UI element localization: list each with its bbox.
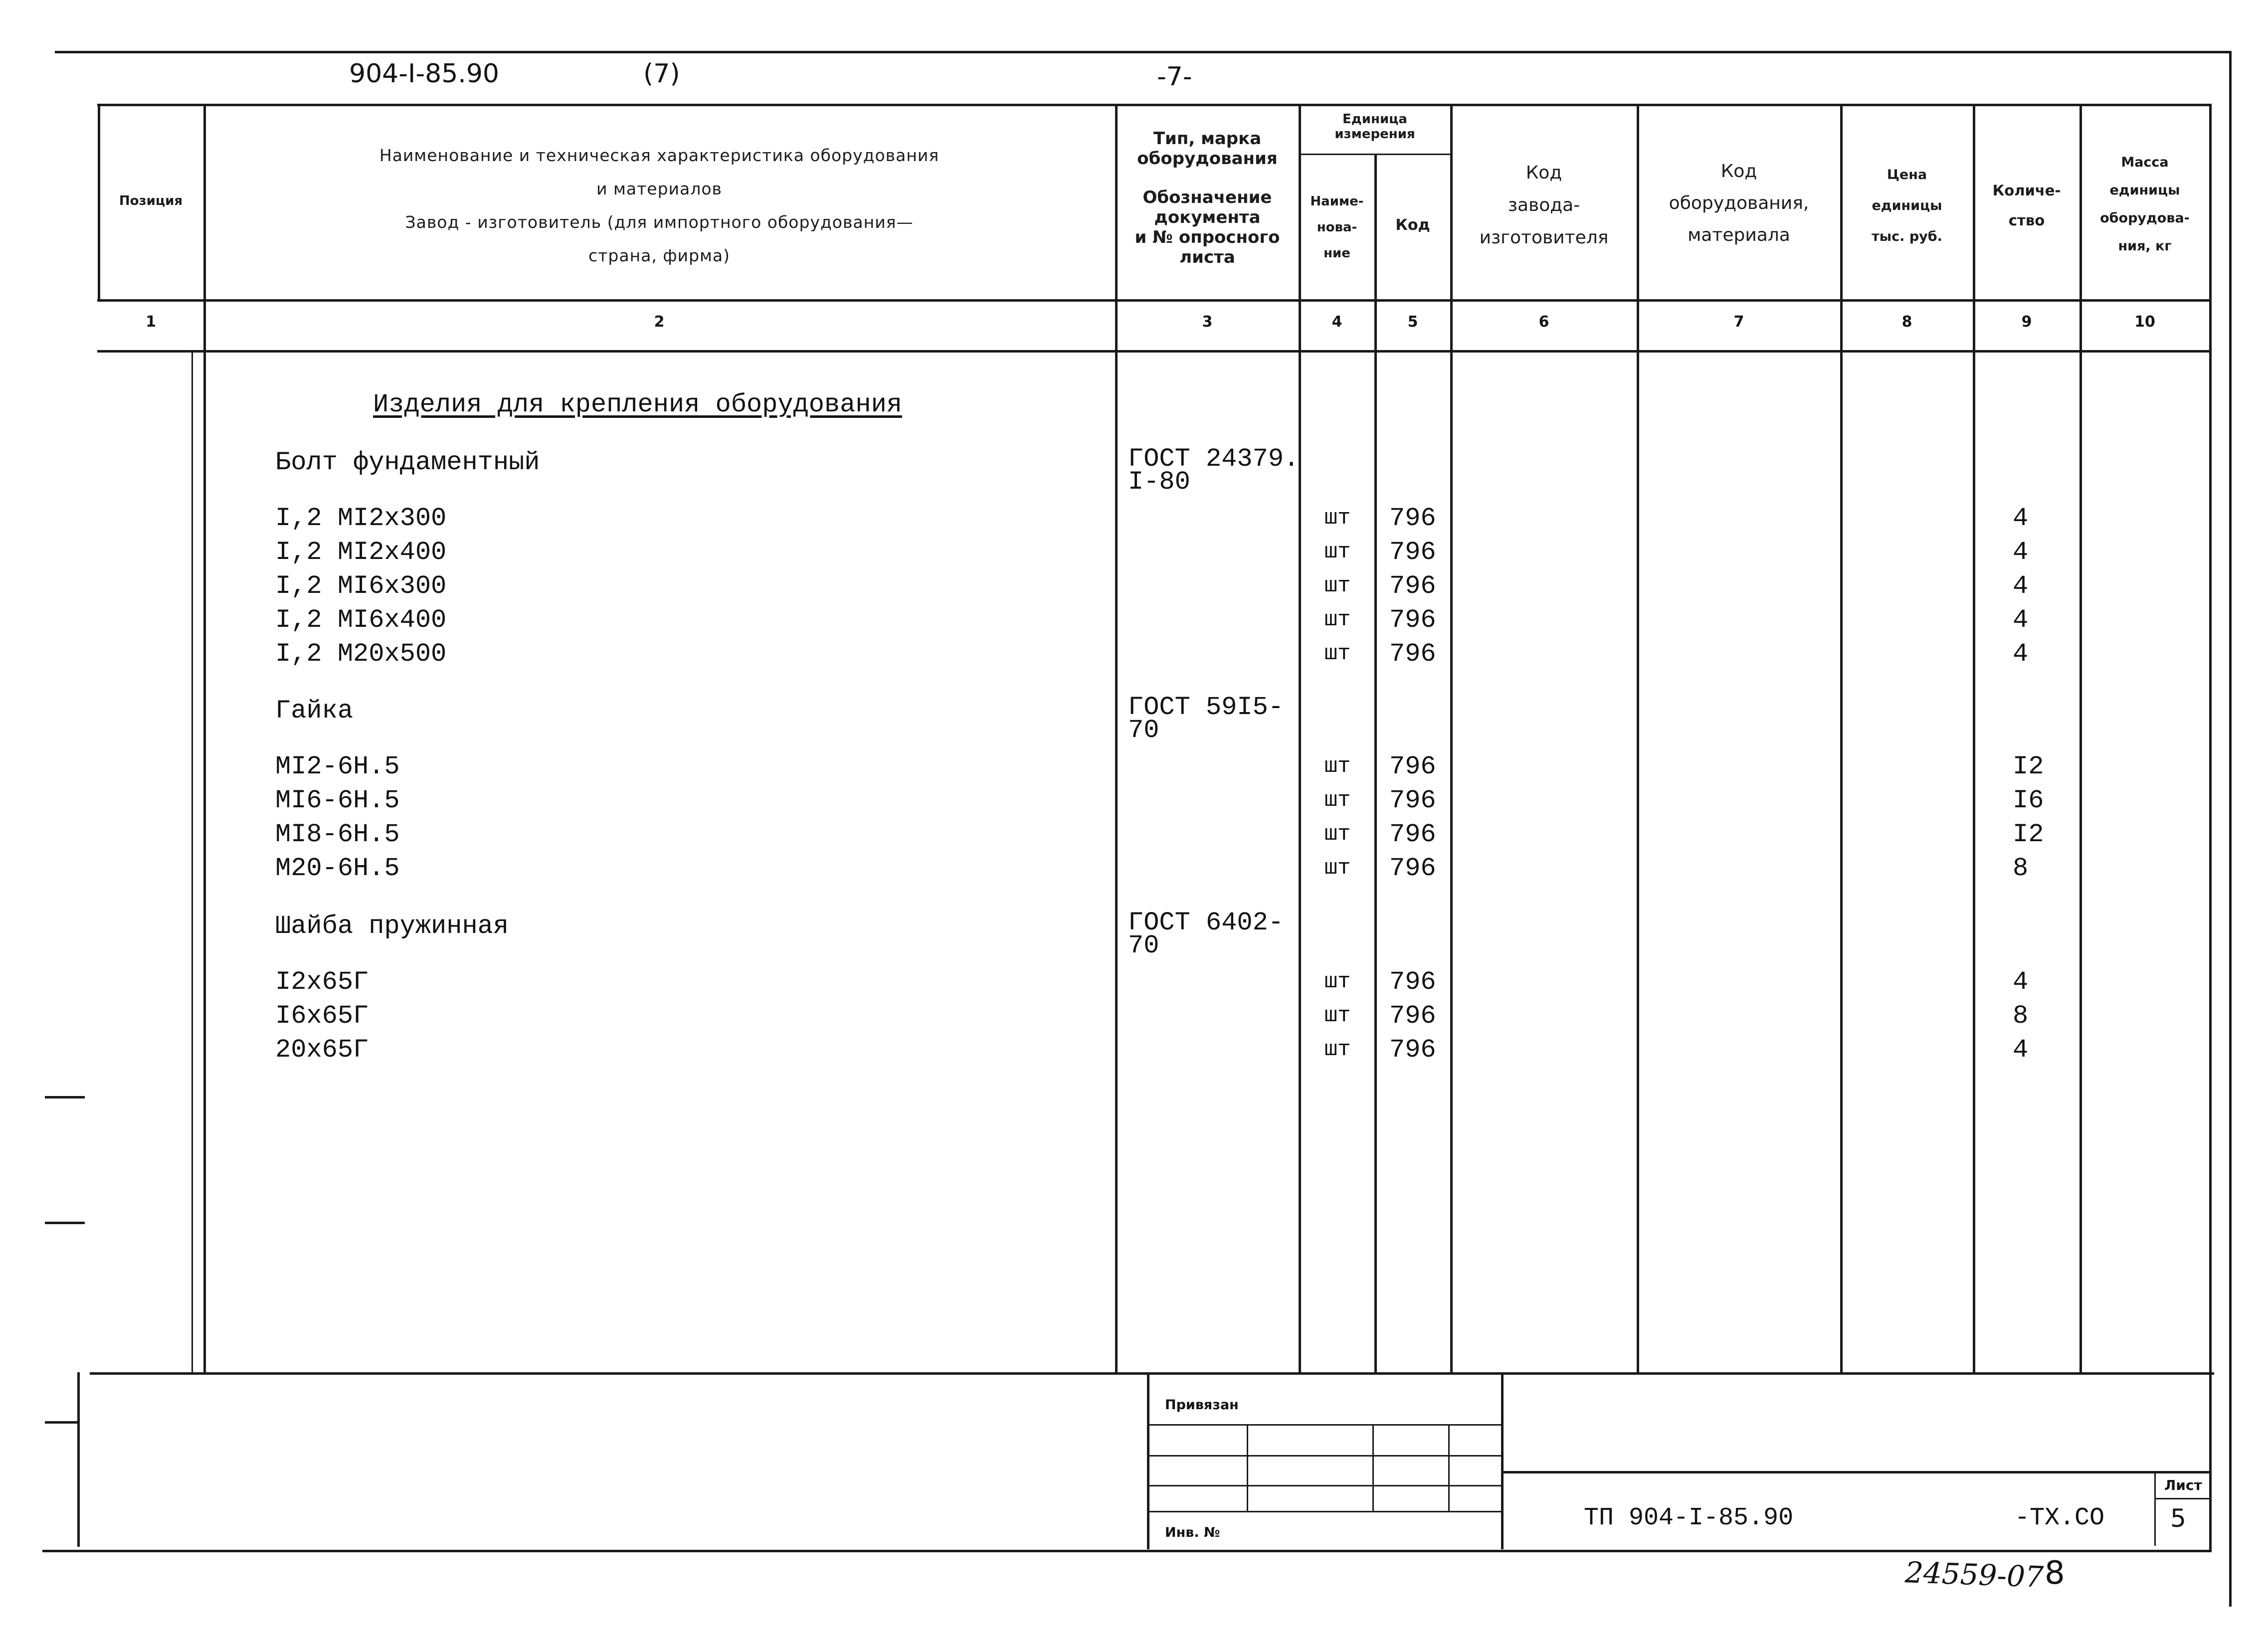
- item-qty: I6: [2013, 786, 2044, 815]
- stamp-row-line-4: [1147, 1511, 1502, 1512]
- item-code: 796: [1389, 1001, 1436, 1031]
- item-unit: шт: [1324, 641, 1351, 666]
- item-unit: шт: [1324, 856, 1351, 881]
- item-unit: шт: [1324, 1003, 1351, 1028]
- col-number-5: 5: [1407, 313, 1418, 331]
- margin-tick-2: [45, 1222, 85, 1224]
- stamp-divider-line: [1501, 1372, 1504, 1549]
- col-number-6: 6: [1538, 313, 1549, 331]
- item-qty: 4: [2013, 571, 2029, 601]
- document-id: ТП 904-I-85.90: [1584, 1504, 1794, 1532]
- col-number-9: 9: [2021, 313, 2032, 331]
- item-name: I2x65Г: [275, 967, 369, 997]
- col-number-2: 2: [654, 313, 665, 331]
- item-code: 796: [1389, 967, 1436, 997]
- item-qty: 4: [2013, 1035, 2029, 1065]
- item-name: MI8-6H.5: [275, 820, 400, 849]
- sheet-bracket: (7): [643, 59, 680, 89]
- col-number-4: 4: [1331, 313, 1342, 331]
- col-line-3: [1299, 104, 1301, 1373]
- col1-title: Позиция: [119, 193, 183, 208]
- item-unit: шт: [1324, 969, 1351, 994]
- stamp-col-line-2: [1372, 1424, 1374, 1511]
- item-code: 796: [1389, 752, 1436, 781]
- col-number-10: 10: [2134, 313, 2155, 331]
- sheet-box-line: [2154, 1471, 2156, 1546]
- table-top-line: [97, 104, 2212, 106]
- item-name: I,2 MI2x300: [275, 504, 447, 533]
- col-1-body-line: [191, 350, 193, 1372]
- page-number: 8: [2045, 1555, 2065, 1592]
- item-qty: 8: [2013, 1001, 2029, 1031]
- item-code: 796: [1389, 786, 1436, 815]
- item-unit: шт: [1324, 607, 1351, 632]
- page-marker: -7-: [1157, 62, 1192, 92]
- item-qty: 4: [2013, 605, 2029, 635]
- group-name: Гайка: [275, 696, 354, 726]
- section-title: Изделия для крепления оборудования: [373, 390, 902, 419]
- item-unit: шт: [1324, 506, 1351, 531]
- stamp-title-top-line: [1501, 1471, 2212, 1473]
- sheet-label: Лист: [2164, 1477, 2202, 1493]
- item-unit: шт: [1324, 540, 1351, 564]
- unit-group-line: [1299, 154, 1450, 155]
- group-doc: ГОСТ 59I5- 70: [1128, 693, 1284, 745]
- stamp-bottom-line: [42, 1550, 2212, 1552]
- col-number-3: 3: [1202, 313, 1213, 331]
- col2-title: Наименование и техническая характеристика оборудования и материалов Завод - изготовитель (для импортного оборудования— страна, фирма): [379, 146, 940, 265]
- stamp-col-line-3: [1448, 1424, 1450, 1511]
- col3-title: Тип, марка оборудования Обозначение документа и № опросного листа: [1134, 129, 1280, 267]
- col-line-7: [1840, 104, 1843, 1373]
- item-name: 20x65Г: [275, 1035, 369, 1065]
- right-border-line: [2229, 51, 2232, 1607]
- item-qty: 4: [2013, 967, 2029, 997]
- item-code: 796: [1389, 504, 1436, 533]
- item-name: I,2 MI2x400: [275, 538, 447, 567]
- item-unit: шт: [1324, 788, 1351, 813]
- item-qty: 4: [2013, 639, 2029, 669]
- col-number-7: 7: [1733, 313, 1744, 331]
- item-unit: шт: [1324, 754, 1351, 779]
- left-border-line: [77, 1372, 80, 1547]
- item-name: I,2 M20x500: [275, 639, 447, 669]
- item-name: I,2 MI6x400: [275, 605, 447, 635]
- col5-title: Код: [1395, 216, 1430, 234]
- document-suffix: -ТХ.СО: [2015, 1504, 2105, 1532]
- margin-tick-3: [45, 1421, 80, 1424]
- item-code: 796: [1389, 605, 1436, 635]
- stamp-left-line: [1147, 1372, 1149, 1549]
- sheet-box-divider: [2154, 1498, 2210, 1499]
- item-qty: 4: [2013, 504, 2029, 533]
- col-line-4: [1374, 155, 1377, 1373]
- item-code: 796: [1389, 1035, 1436, 1065]
- col7-title: Код оборудования, материала: [1669, 161, 1809, 245]
- sheet-number: 5: [2170, 1504, 2186, 1533]
- col-line-2: [1115, 104, 1118, 1373]
- item-name: I6x65Г: [275, 1001, 369, 1031]
- item-code: 796: [1389, 854, 1436, 883]
- item-code: 796: [1389, 571, 1436, 601]
- item-name: MI6-6H.5: [275, 786, 400, 815]
- item-code: 796: [1389, 820, 1436, 849]
- group-name: Шайба пружинная: [275, 912, 509, 941]
- doc-code: 904-I-85.90: [349, 59, 499, 89]
- header-bottom-line: [97, 299, 2212, 302]
- col8-title: Цена единицы тыс. руб.: [1872, 167, 1942, 244]
- margin-tick-1: [45, 1096, 85, 1099]
- col4-title: Наиме- нова- ние: [1310, 194, 1364, 261]
- col-line-8: [1973, 104, 1975, 1373]
- item-name: I,2 MI6x300: [275, 571, 447, 601]
- item-unit: шт: [1324, 822, 1351, 847]
- item-name: M20-6H.5: [275, 854, 400, 883]
- col-line-6: [1637, 104, 1639, 1373]
- item-code: 796: [1389, 538, 1436, 567]
- archive-number: 24559-07: [1904, 1555, 2045, 1594]
- col-line-9: [2079, 104, 2082, 1373]
- col-number-8: 8: [1901, 313, 1912, 331]
- item-unit: шт: [1324, 1037, 1351, 1062]
- item-qty: I2: [2013, 820, 2044, 849]
- col6-title: Код завода- изготовителя: [1479, 163, 1609, 248]
- item-qty: I2: [2013, 752, 2044, 781]
- col-line-1: [203, 104, 206, 1373]
- col10-title: Масса единицы оборудова- ния, кг: [2100, 155, 2190, 254]
- col-line-10: [2209, 104, 2212, 1550]
- privyazan-label: Привязан: [1165, 1397, 1239, 1413]
- col-line-5: [1450, 104, 1453, 1373]
- top-border-line: [55, 51, 2232, 53]
- group-doc: ГОСТ 6402- 70: [1128, 908, 1284, 960]
- inv-no-label: Инв. №: [1165, 1525, 1220, 1540]
- group-name: Болт фундаментный: [275, 448, 540, 477]
- group-doc: ГОСТ 24379. I-80: [1128, 444, 1300, 497]
- unit-group-title: Единица измерения: [1334, 112, 1415, 142]
- stamp-col-line-1: [1247, 1424, 1248, 1511]
- item-name: MI2-6H.5: [275, 752, 400, 781]
- numrow-bottom-line: [97, 350, 2212, 353]
- item-qty: 4: [2013, 538, 2029, 567]
- col-number-1: 1: [146, 313, 156, 331]
- col9-title: Количе- ство: [1992, 182, 2061, 229]
- item-code: 796: [1389, 639, 1436, 669]
- item-unit: шт: [1324, 573, 1351, 598]
- table-bottom-line: [90, 1372, 2214, 1375]
- item-qty: 8: [2013, 854, 2029, 883]
